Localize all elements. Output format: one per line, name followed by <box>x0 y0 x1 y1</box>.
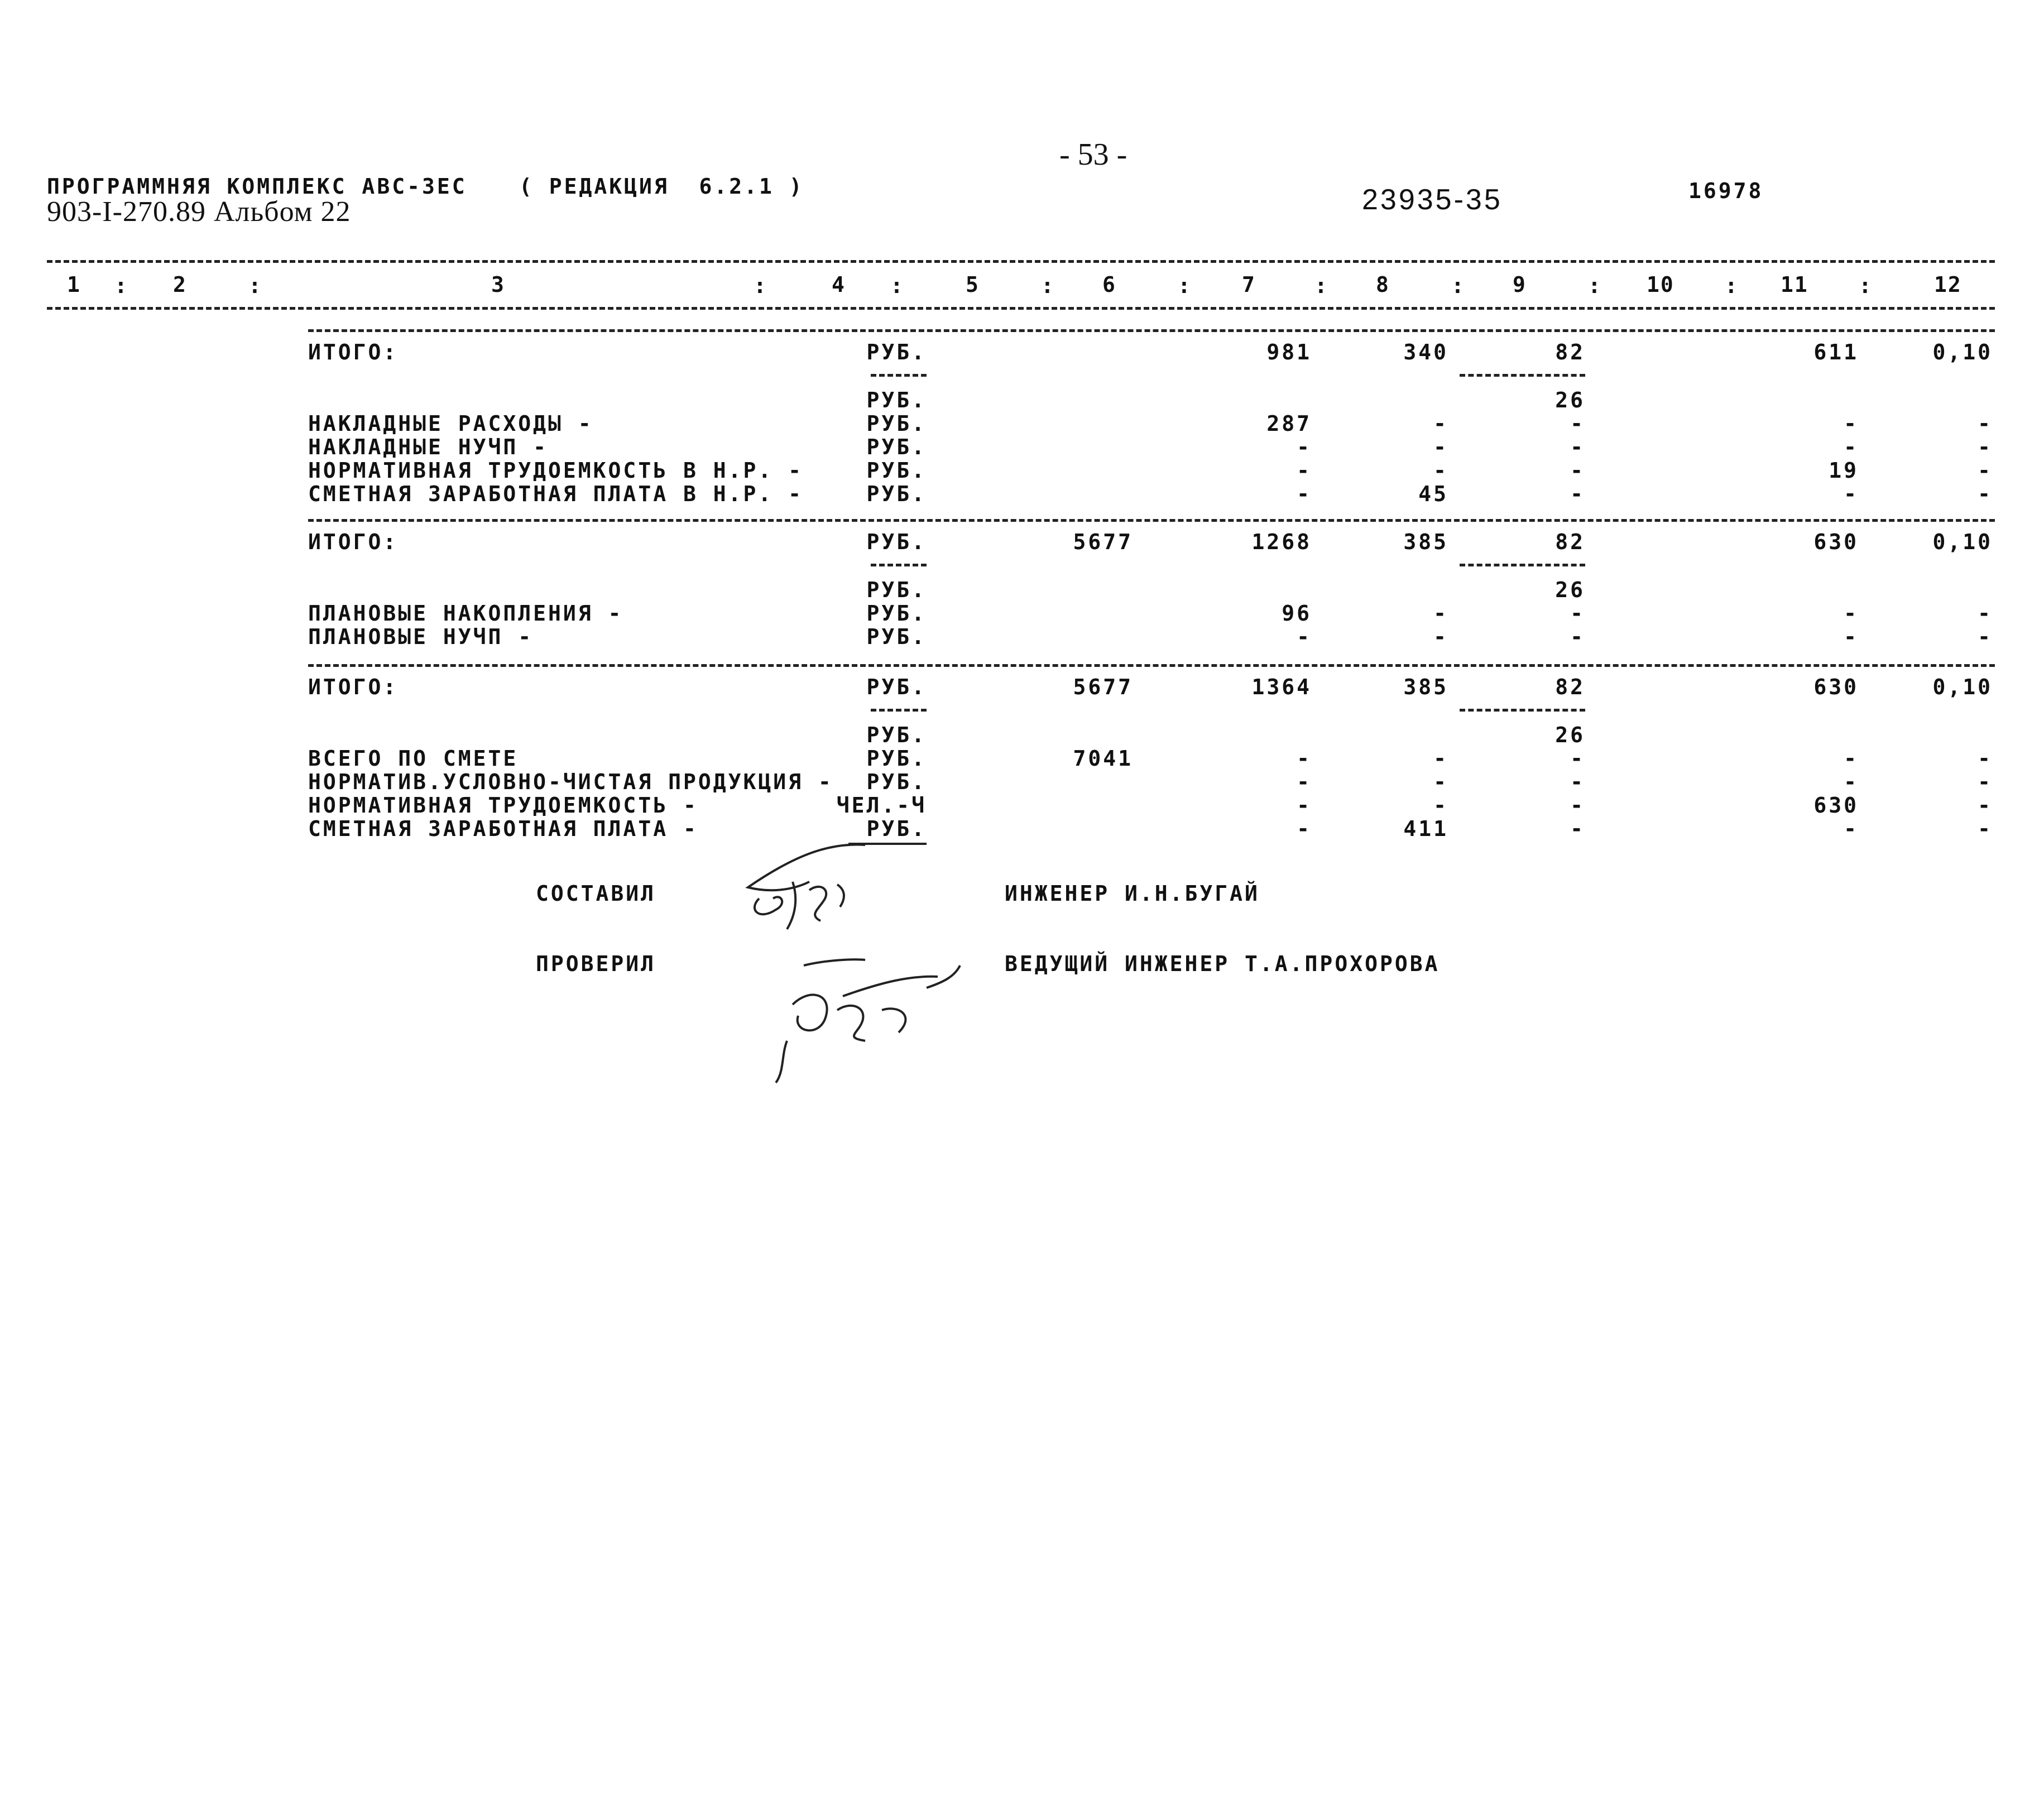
row-value: - <box>1570 458 1585 483</box>
row-value: - <box>1297 770 1312 794</box>
sub-value: 26 <box>1555 723 1585 747</box>
row-value: - <box>1297 746 1312 771</box>
row-value: 19 <box>1829 458 1859 483</box>
row-value: - <box>1978 816 1993 841</box>
row-label: СМЕТНАЯ ЗАРАБОТНАЯ ПЛАТА В Н.Р. - <box>308 482 803 506</box>
edition-line: ( РЕДАКЦИЯ 6.2.1 ) <box>519 174 804 199</box>
row-label: НАКЛАДНЫЕ НУЧП - <box>308 435 549 459</box>
unit-cell: РУБ. <box>866 601 927 626</box>
column-number: 3 <box>491 272 505 297</box>
unit-cell: РУБ. <box>866 624 927 649</box>
total-label: ИТОГО: <box>308 340 399 364</box>
column-separator: : <box>1314 273 1327 298</box>
total-value: 5677 <box>1073 530 1133 554</box>
unit-underline <box>871 374 927 377</box>
row-label: ВСЕГО ПО СМЕТЕ <box>308 746 519 771</box>
row-value: - <box>1844 816 1859 841</box>
unit-cell: РУБ. <box>866 675 927 699</box>
row-value: - <box>1570 435 1585 459</box>
column-number: 7 <box>1242 272 1256 297</box>
c9-underline <box>1460 709 1585 712</box>
row-value: - <box>1844 435 1859 459</box>
column-number: 4 <box>832 272 846 297</box>
column-number: 9 <box>1513 272 1527 297</box>
row-value: - <box>1297 793 1312 818</box>
column-separator: : <box>1725 273 1738 298</box>
row-value: - <box>1433 746 1448 771</box>
row-value: - <box>1297 435 1312 459</box>
row-value: - <box>1570 624 1585 649</box>
checked-label: ПРОВЕРИЛ <box>536 952 656 976</box>
total-value: 0,10 <box>1932 530 1993 554</box>
section-rule <box>308 329 1995 332</box>
row-value: - <box>1433 793 1448 818</box>
c9-underline <box>1460 564 1585 566</box>
column-separator: : <box>890 273 903 298</box>
row-value: 7041 <box>1073 746 1133 771</box>
total-value: 630 <box>1813 530 1859 554</box>
compiled-by: ИНЖЕНЕР И.Н.БУГАЙ <box>1005 881 1260 906</box>
row-value: - <box>1433 411 1448 436</box>
total-value: 385 <box>1403 530 1448 554</box>
row-value: - <box>1978 770 1993 794</box>
row-value: - <box>1570 411 1585 436</box>
unit-cell: РУБ. <box>866 340 927 364</box>
column-number: 10 <box>1647 272 1674 297</box>
row-value: - <box>1978 601 1993 626</box>
row-value: - <box>1978 746 1993 771</box>
row-value: - <box>1433 770 1448 794</box>
total-value: 611 <box>1813 340 1859 364</box>
column-separator: : <box>114 273 127 298</box>
row-label: СМЕТНАЯ ЗАРАБОТНАЯ ПЛАТА - <box>308 816 698 841</box>
unit-cell: РУБ. <box>866 816 927 841</box>
column-number: 1 <box>67 272 81 297</box>
total-value: 82 <box>1555 340 1585 364</box>
column-separator: : <box>1451 273 1464 298</box>
row-value: - <box>1433 624 1448 649</box>
row-value: - <box>1844 746 1859 771</box>
row-value: - <box>1570 770 1585 794</box>
row-value: 96 <box>1282 601 1312 626</box>
unit-cell: РУБ. <box>866 388 927 412</box>
unit-cell: РУБ. <box>866 530 927 554</box>
unit-underline <box>871 564 927 566</box>
column-separator: : <box>1178 273 1191 298</box>
total-value: 82 <box>1555 530 1585 554</box>
program-line: ПРОГРАММНЯЯ КОМПЛЕКС АВС-3ЕС <box>47 174 467 199</box>
row-value: 45 <box>1418 482 1448 506</box>
column-number: 2 <box>173 272 187 297</box>
row-value: - <box>1844 770 1859 794</box>
row-label: ПЛАНОВЫЕ НУЧП - <box>308 624 534 649</box>
total-label: ИТОГО: <box>308 530 399 554</box>
total-value: 1268 <box>1251 530 1312 554</box>
checked-by: ВЕДУЩИЙ ИНЖЕНЕР Т.А.ПРОХОРОВА <box>1005 952 1440 976</box>
row-value: - <box>1844 411 1859 436</box>
total-value: 82 <box>1555 675 1585 699</box>
row-value: - <box>1433 458 1448 483</box>
row-value: - <box>1978 411 1993 436</box>
row-label: НОРМАТИВНАЯ ТРУДОЕМКОСТЬ - <box>308 793 698 818</box>
row-value: 287 <box>1266 411 1312 436</box>
header-top-rule <box>47 260 1995 263</box>
document-code: 23935-35 <box>1362 184 1503 216</box>
row-value: 630 <box>1813 793 1859 818</box>
column-separator: : <box>1859 273 1872 298</box>
row-value: - <box>1978 793 1993 818</box>
sub-value: 26 <box>1555 578 1585 602</box>
row-value: - <box>1297 816 1312 841</box>
row-value: - <box>1570 482 1585 506</box>
row-value: - <box>1978 624 1993 649</box>
column-number: 8 <box>1376 272 1390 297</box>
unit-cell: РУБ. <box>866 458 927 483</box>
row-value: 411 <box>1403 816 1448 841</box>
unit-cell: РУБ. <box>866 723 927 747</box>
row-value: - <box>1297 482 1312 506</box>
unit-cell: ЧЕЛ.-Ч <box>836 793 927 818</box>
total-label: ИТОГО: <box>308 675 399 699</box>
row-value: - <box>1978 458 1993 483</box>
row-label: НАКЛАДНЫЕ РАСХОДЫ - <box>308 411 593 436</box>
row-value: - <box>1844 482 1859 506</box>
section-rule <box>308 664 1995 667</box>
header-bottom-rule <box>47 307 1995 310</box>
sub-value: 26 <box>1555 388 1585 412</box>
row-value: - <box>1844 601 1859 626</box>
row-value: - <box>1570 793 1585 818</box>
page-number: - 53 - <box>1059 137 1127 172</box>
row-value: - <box>1570 746 1585 771</box>
column-number: 11 <box>1781 272 1808 297</box>
total-value: 0,10 <box>1932 675 1993 699</box>
unit-cell: РУБ. <box>866 578 927 602</box>
row-value: - <box>1433 601 1448 626</box>
row-label: НОРМАТИВНАЯ ТРУДОЕМКОСТЬ В Н.Р. - <box>308 458 803 483</box>
section-rule <box>308 519 1995 522</box>
signature-compiled <box>726 837 915 949</box>
row-value: - <box>1844 624 1859 649</box>
unit-cell: РУБ. <box>866 482 927 506</box>
total-value: 0,10 <box>1932 340 1993 364</box>
unit-cell: РУБ. <box>866 411 927 436</box>
row-value: - <box>1297 624 1312 649</box>
total-value: 981 <box>1266 340 1312 364</box>
row-value: - <box>1570 601 1585 626</box>
column-number: 6 <box>1102 272 1116 297</box>
c9-underline <box>1460 374 1585 377</box>
total-value: 385 <box>1403 675 1448 699</box>
unit-underline <box>871 709 927 712</box>
unit-cell: РУБ. <box>866 746 927 771</box>
row-value: - <box>1978 482 1993 506</box>
column-separator: : <box>248 273 261 298</box>
column-number: 5 <box>966 272 980 297</box>
compiled-label: СОСТАВИЛ <box>536 881 656 906</box>
row-value: - <box>1570 816 1585 841</box>
unit-cell: РУБ. <box>866 435 927 459</box>
row-label: НОРМАТИВ.УСЛОВНО-ЧИСТАЯ ПРОДУКЦИЯ - <box>308 770 833 794</box>
project-line: 903-I-270.89 Альбом 22 <box>47 196 351 228</box>
column-separator: : <box>1588 273 1601 298</box>
column-separator: : <box>1041 273 1054 298</box>
unit-cell: РУБ. <box>866 770 927 794</box>
row-value: - <box>1297 458 1312 483</box>
row-label: ПЛАНОВЫЕ НАКОПЛЕНИЯ - <box>308 601 623 626</box>
column-number: 12 <box>1934 272 1962 297</box>
total-value: 1364 <box>1251 675 1312 699</box>
signature-checked <box>770 943 982 1094</box>
total-value: 340 <box>1403 340 1448 364</box>
row-value: - <box>1978 435 1993 459</box>
total-value: 630 <box>1813 675 1859 699</box>
row-value: - <box>1433 435 1448 459</box>
column-separator: : <box>754 273 766 298</box>
sheet-code: 16978 <box>1688 179 1764 203</box>
total-value: 5677 <box>1073 675 1133 699</box>
